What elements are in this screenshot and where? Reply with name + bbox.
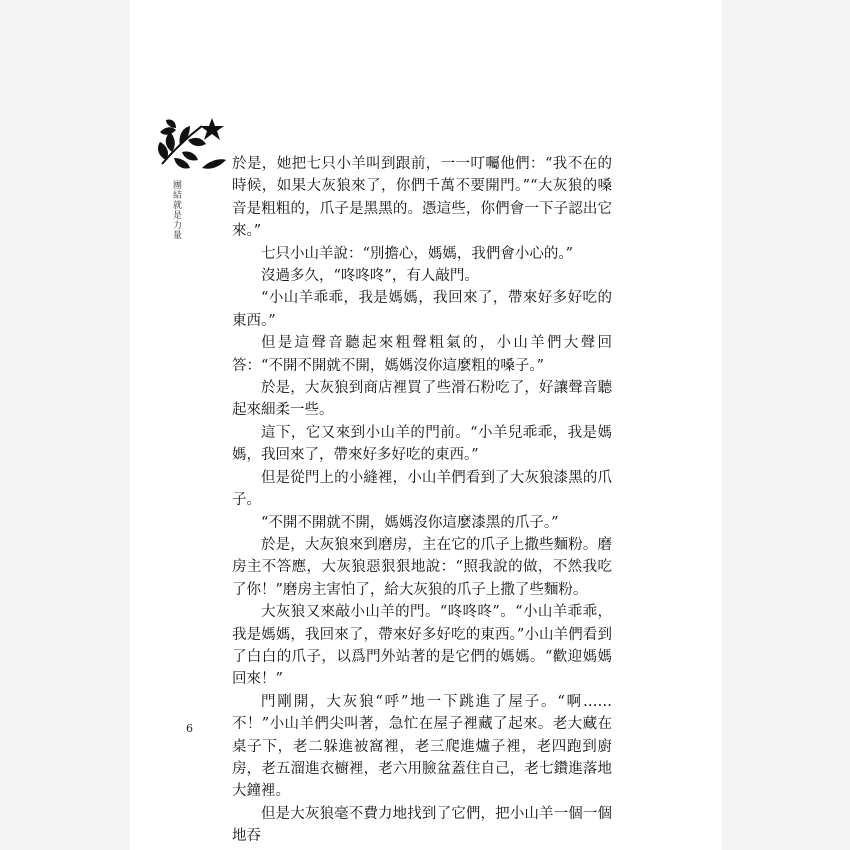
side-caption: 團結就是力量: [171, 180, 181, 240]
paragraph: 於是，大灰狼來到磨房，主在它的爪子上撒些麵粉。磨房主不答應，大灰狼惡狠狠地說：“照我說的做，不然我吃了你！”磨房主害怕了，給大灰狼的爪子上撒了些麵粉。: [232, 536, 612, 598]
page-number: 6: [186, 722, 193, 735]
paragraph: 於是，她把七只小羊叫到跟前，一一叮囑他們：“我不在的時候，如果大灰狼來了，你們千萬不要開門。”“大灰狼的嗓音是粗粗的，爪子是黑黑的。憑這些，你們會一下子認出它來。”: [232, 156, 612, 240]
paragraph: 這下，它又來到小山羊的門前。“小羊兒乖乖，我是媽媽，我回來了，帶來好多好吃的東西。”: [232, 424, 612, 464]
paragraph: 大灰狼又來敲小山羊的門。“咚咚咚”。“小山羊乖乖，我是媽媽，我回來了，帶來好多好吃的東西。”小山羊們看到了白白的爪子，以爲門外站著的是它們的媽媽。“歡迎媽媽回來！”: [232, 604, 612, 688]
paragraph: 沒過多久，“咚咚咚”，有人敲門。: [261, 268, 479, 285]
paragraph: 但是這聲音聽起來粗聲粗氣的，小山羊們大聲回答：“不開不開就不開，媽媽沒你這麼粗的嗓子。”: [232, 335, 612, 374]
paragraph: 但是從門上的小縫裡，小山羊們看到了大灰狼漆黑的爪子。: [232, 469, 612, 509]
paragraph: “不開不開就不開，媽媽沒你這麼漆黑的爪子。”: [261, 514, 559, 531]
leaf-and-flower-icon: [152, 112, 230, 174]
paragraph: “小山羊乖乖，我是媽媽，我回來了，帶來好多好吃的東西。”: [232, 290, 612, 329]
body-text: [232, 153, 612, 845]
paragraph: 但是大灰狼毫不費力地找到了它們，把小山羊一個一個地吞: [232, 805, 612, 845]
paragraph: 於是，大灰狼到商店裡買了些滑石粉吃了，好讓聲音聽起來細柔一些。: [232, 380, 612, 419]
paragraph: 七只小山羊說：“別擔心，媽媽，我們會小心的。”: [261, 245, 574, 262]
paragraph: 門剛開，大灰狼“呼”地一下跳進了屋子。“啊……不！”小山羊們尖叫著，急忙在屋子裡藏了起來。老大藏在桌子下，老二躲進被窩裡，老三爬進爐子裡，老四跑到廚房，老五溜進衣櫥裡，老六用臉盆蓋住自己，老七鑽進落地大鐘裡。: [232, 693, 612, 800]
